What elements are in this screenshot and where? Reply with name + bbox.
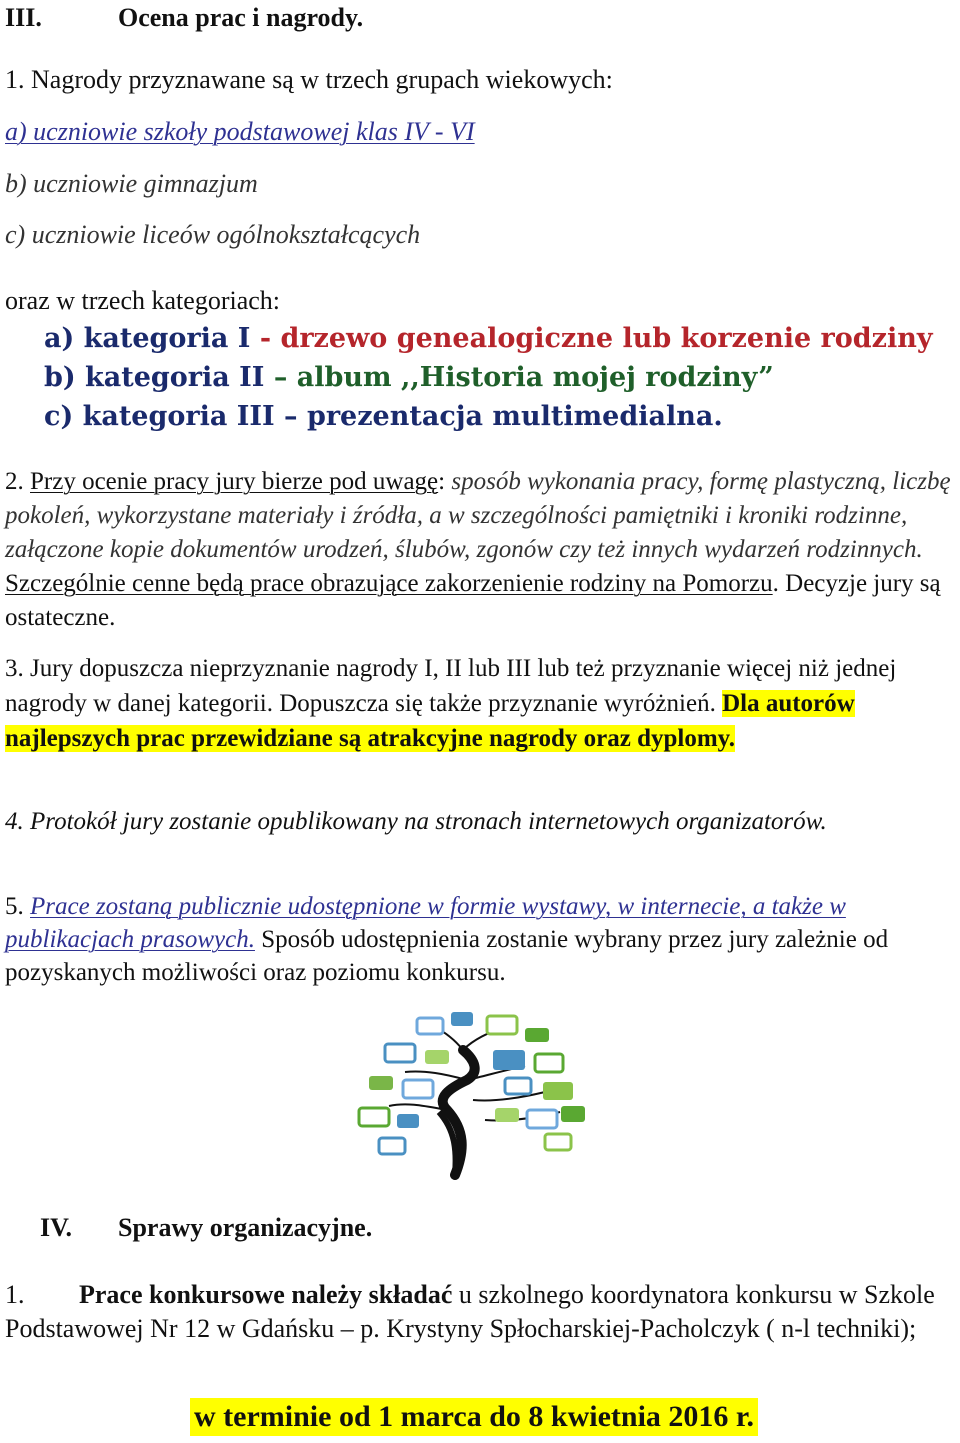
- age-group-c: c) uczniowie liceów ogólnokształcących: [5, 220, 421, 249]
- category-1-desc: drzewo genealogiczne lub korzenie rodziny: [280, 323, 933, 354]
- category-1-label: a) kategoria I: [44, 323, 251, 354]
- criteria-pomorze: Szczególnie cenne będą prace obrazujące zakorzenienie rodziny na Pomorzu: [5, 570, 773, 597]
- category-3-sep: –: [274, 401, 307, 432]
- jury-text: 3. Jury dopuszcza nieprzyznanie nagrody I, II lub III lub też przyznanie więcej niż jednej nagrody w danej kategorii. Dopuszcza się także przyznanie wyróżnień.: [5, 655, 897, 717]
- family-tree-logo: [355, 1010, 595, 1180]
- submission-number: 1.: [5, 1280, 25, 1309]
- age-group-a: a) uczniowie szkoły podstawowej klas IV - VI: [5, 117, 475, 146]
- publication-number: 5.: [5, 893, 30, 920]
- criteria-number: 2.: [5, 468, 30, 495]
- criteria-lead: Przy ocenie pracy jury bierze pod uwagę: [30, 468, 439, 495]
- section-3-number: III.: [5, 3, 42, 32]
- publication-paragraph: [5, 890, 957, 989]
- jury-paragraph: [5, 651, 957, 756]
- category-2-desc: ,,Historia mojej rodziny”: [400, 362, 774, 393]
- category-2-sep: – album: [264, 362, 401, 393]
- category-3: [44, 400, 723, 434]
- category-3-label: c) kategoria III: [44, 401, 275, 432]
- criteria-final: . Decyzje jury są ostateczne.: [5, 570, 941, 631]
- deadline-highlight: w terminie od 1 marca do 8 kwietnia 2016 r.: [190, 1398, 758, 1436]
- section-3-title: Ocena prac i nagrody.: [118, 3, 364, 32]
- category-1: [44, 322, 933, 356]
- categories-intro: oraz w trzech kategoriach:: [5, 286, 281, 315]
- category-1-sep: -: [250, 323, 281, 354]
- submission-lead: Prace konkursowe należy składać: [79, 1280, 453, 1309]
- prizes-intro: 1. Nagrody przyznawane są w trzech grupach wiekowych:: [5, 65, 613, 94]
- category-2: [44, 361, 774, 395]
- category-3-desc: prezentacja multimedialna.: [306, 401, 723, 432]
- criteria-colon: :: [438, 468, 452, 495]
- category-2-label: b) kategoria II: [44, 362, 265, 393]
- criteria-list: sposób wykonania pracy, formę plastyczną, liczbę pokoleń, wykorzystane materiały i źródła, a w szczególności pamiętniki i kroniki rodzinne, załączone kopie dokumentów urodzeń, ślubów, zgonów czy też innych wydarzeń rodzinnych.: [5, 468, 951, 563]
- submission-paragraph: [5, 1278, 957, 1346]
- prizes-highlight: Dla autorów najlepszych prac przewidziane są atrakcyjne nagrody oraz dyplomy.: [5, 690, 855, 752]
- tree-icon: [355, 1010, 595, 1180]
- protocol-paragraph: 4. Protokół jury zostanie opublikowany na stronach internetowych organizatorów.: [5, 808, 827, 835]
- age-group-b: b) uczniowie gimnazjum: [5, 169, 258, 198]
- section-4-title: Sprawy organizacyjne.: [118, 1213, 373, 1242]
- section-4-number: IV.: [40, 1213, 73, 1242]
- submission-rest: u szkolnego koordynatora konkursu w Szkole Podstawowej Nr 12 w Gdańsku – p. Krystyny Spłocharskiej-Pacholczyk ( n-l techniki);: [5, 1280, 935, 1343]
- criteria-paragraph: [5, 465, 957, 635]
- publication-link[interactable]: Prace zostaną publicznie udostępnione w formie wystawy, w internecie, a także w publikacjach prasowych.: [5, 893, 846, 953]
- publication-rest: Sposób udostępnienia zostanie wybrany przez jury zależnie od pozyskanych możliwości oraz poziomu konkursu.: [5, 926, 889, 986]
